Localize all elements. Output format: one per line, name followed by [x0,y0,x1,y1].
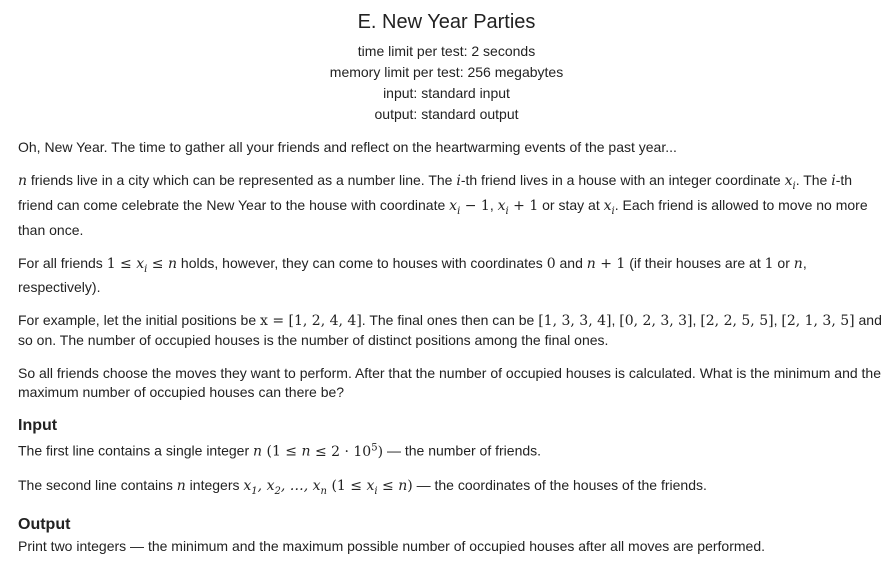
text-fragment: , respectively). [18,254,807,296]
input-section-title: Input [18,417,58,435]
statement-paragraph-friends [18,171,886,240]
math-xi-minus-1: $x_i - 1$ [449,197,490,217]
math-xi: $x_i$ [603,197,615,217]
text-fragment: friends live in a city which can be represented as a number line. The [27,172,457,188]
text-fragment: . The [795,172,832,188]
text-fragment: and so on. The number of occupied houses is the number of distinct positions among the final ones. [18,312,882,349]
text-fragment: — the number of friends. [383,443,542,460]
text-fragment: or stay at [538,196,604,213]
output-line-1: Print two integers — the minimum and the maximum possible number of occupied houses after all moves are performed. [18,537,766,554]
math-n-plus-1: n + 1 [586,255,626,272]
text-fragment: For all friends [18,254,107,271]
math-n: n [18,173,28,189]
math-final-positions: [1, 3, 3, 4] [538,313,612,330]
text-fragment: The first line contains a single integer [18,443,254,460]
memory-limit: memory limit per test: 256 megabytes [329,64,564,80]
statement-paragraph-question: So all friends choose the moves they want to perform. After that the number of occupied houses is calculated. What is the minimum and the maximum number of occupied houses can there be? [18,365,882,401]
math-final-positions: [2, 1, 3, 5] [781,313,855,330]
math-bound: $1 \le x_i \le n$ [106,255,178,275]
input-spec: input: standard input [383,85,510,101]
text-fragment: holds, however, they can come to houses with coordinates [177,254,547,271]
text-fragment: For example, let the initial positions be [18,312,261,329]
text-fragment: -th friend lives in a house with an integer coordinate [460,172,785,188]
math-n: n [176,478,186,495]
text-fragment: The second line contains [18,477,177,494]
text-fragment: . Each friend is allowed to move no more than once. [18,196,868,238]
statement-paragraph-example [18,311,886,350]
text-fragment: . The final ones then can be [361,312,539,329]
math-i: i [831,173,836,189]
input-line-1 [18,438,886,462]
math-n: n [793,255,803,272]
math-x-sequence: $x_1$, $x_2$, …, $x_n$ $(1 \le x_i \le n)$ [243,478,413,497]
math-xi-plus-1: $x_i + 1$ [497,197,539,217]
statement-paragraph-intro: Oh, New Year. The time to gather all your friends and reflect on the heartwarming events of the past year... [18,139,677,155]
input-line-2 [18,476,886,501]
math-i: i [456,173,461,189]
text-fragment: , [692,312,701,329]
output-spec: output: standard output [374,106,519,122]
text-fragment: , [611,312,620,329]
text-fragment: or [773,254,794,271]
time-limit: time limit per test: 2 seconds [357,43,536,59]
math-final-positions: [0, 2, 3, 3] [619,313,693,330]
text-fragment: and [555,254,587,271]
math-zero: 0 [546,255,556,272]
math-n-constraint: n $(1 \le n \le 2 \cdot 10^5)$ [253,442,384,461]
text-fragment: , [773,312,782,329]
math-initial-positions: x = [1, 2, 4, 4] [260,313,362,330]
problem-statement [18,138,886,570]
problem-header [0,0,893,125]
problem-title: E. New Year Parties [357,11,536,33]
math-final-positions: [2, 2, 5, 5] [700,313,774,330]
statement-paragraph-bounds [18,254,886,298]
math-one: 1 [764,255,774,272]
text-fragment: — the coordinates of the houses of the friends. [412,477,707,494]
math-xi: $x_i$ [784,173,796,192]
text-fragment: , [489,196,498,213]
text-fragment: (if their houses are at [625,254,765,271]
text-fragment: -th friend can come celebrate the New Year to the house with coordinate [18,172,853,213]
output-section-title: Output [18,515,71,533]
text-fragment: integers [185,477,244,494]
